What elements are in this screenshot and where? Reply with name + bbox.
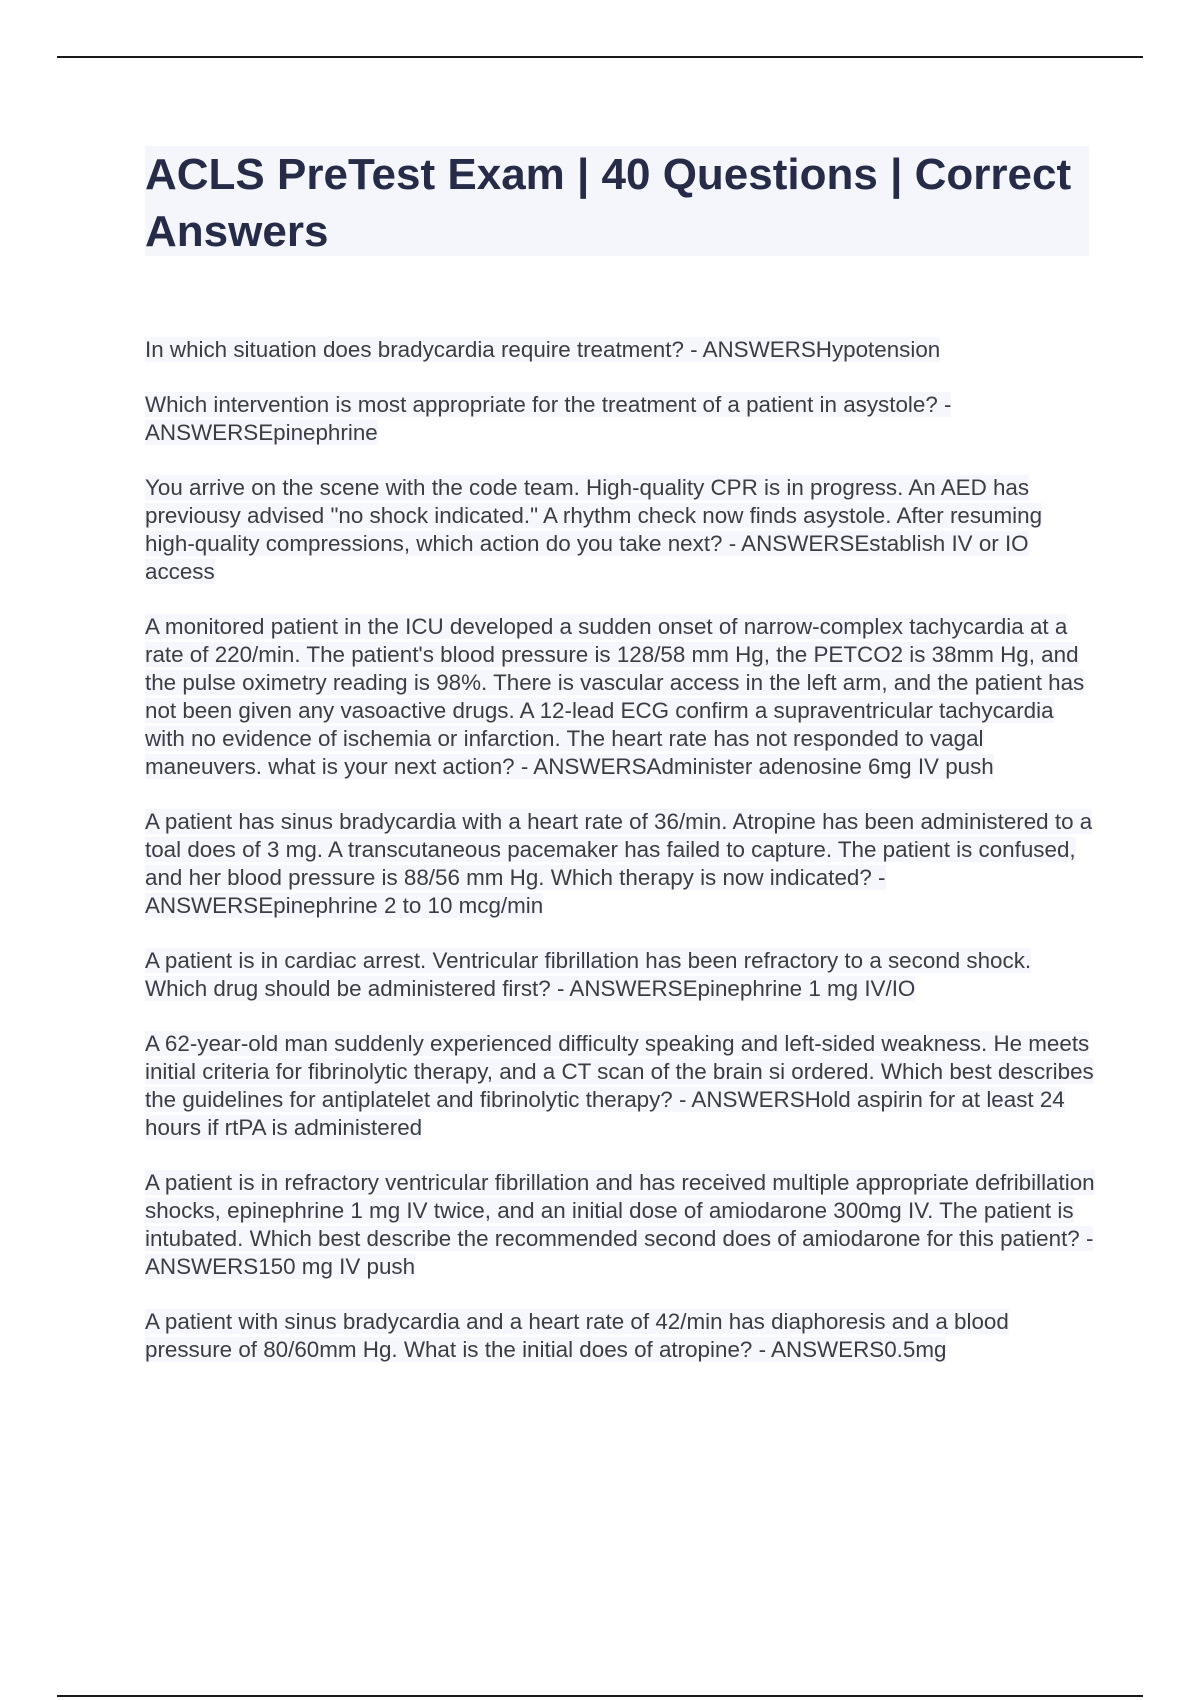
question-answer-list — [145, 336, 1095, 1391]
document-title: ACLS PreTest Exam | 40 Questions | Correct Answers — [145, 150, 1072, 256]
qa-item-text: You arrive on the scene with the code team. High-quality CPR is in progress. An AED has previousy advised "no shock indicated." A rhythm check now finds asystole. After resuming high-quality compressions, which action do you take next? - ANSWERSEstablish IV or IO access — [145, 475, 1043, 584]
qa-item-text: A patient is in cardiac arrest. Ventricular fibrillation has been refractory to a second shock. Which drug should be administered first? - ANSWERSEpinephrine 1 mg IV/IO — [145, 948, 1032, 1001]
qa-item-5 — [145, 808, 1095, 920]
bottom-rule — [57, 1695, 1143, 1697]
qa-item-text: A monitored patient in the ICU developed a sudden onset of narrow-complex tachycardia at a rate of 220/min. The patient's blood pressure is 128/58 mm Hg, the PETCO2 is 38mm Hg, and the pulse oximetry reading is 98%. There is vascular access in the left arm, and the patient has not been given any vasoactive drugs. A 12-lead ECG confirm a supraventricular tachycardia with no evidence of ischemia or infarction. The heart rate has not responded to vagal maneuvers. what is your next action? - ANSWERSAdminister adenosine 6mg IV push — [145, 614, 1085, 779]
qa-item-6 — [145, 947, 1095, 1003]
qa-item-4 — [145, 613, 1095, 781]
qa-item-7 — [145, 1030, 1095, 1142]
qa-item-2 — [145, 391, 1095, 447]
qa-item-text: In which situation does bradycardia require treatment? - ANSWERSHypotension — [145, 337, 941, 362]
qa-item-8 — [145, 1169, 1095, 1281]
qa-item-1 — [145, 336, 1095, 364]
title-block — [145, 146, 1089, 256]
qa-item-text: A 62-year-old man suddenly experienced difficulty speaking and left-sided weakness. He meets initial criteria for fibrinolytic therapy, and a CT scan of the brain si ordered. Which best describes the guidelines for antiplatelet and fibrinolytic therapy? - ANSWERSHold aspirin for at least 24 hours if rtPA is administered — [145, 1031, 1094, 1140]
qa-item-text: A patient with sinus bradycardia and a heart rate of 42/min has diaphoresis and a blood pressure of 80/60mm Hg. What is the initial does of atropine? - ANSWERS0.5mg — [145, 1309, 1009, 1362]
qa-item-text: Which intervention is most appropriate for the treatment of a patient in asystole? - ANSWERSEpinephrine — [145, 392, 952, 445]
qa-item-text: A patient is in refractory ventricular fibrillation and has received multiple appropriate defribillation shocks, epinephrine 1 mg IV twice, and an initial dose of amiodarone 300mg IV. The patient is intubated. Which best describe the recommended second does of amiodarone for this patient? - ANSWERS150 mg IV push — [145, 1170, 1095, 1279]
qa-item-3 — [145, 474, 1095, 586]
qa-item-text: A patient has sinus bradycardia with a heart rate of 36/min. Atropine has been administered to a toal does of 3 mg. A transcutaneous pacemaker has failed to capture. The patient is confused, and her blood pressure is 88/56 mm Hg. Which therapy is now indicated? - ANSWERSEpinephrine 2 to 10 mcg/min — [145, 809, 1093, 918]
top-rule — [57, 56, 1143, 58]
qa-item-9 — [145, 1308, 1095, 1364]
